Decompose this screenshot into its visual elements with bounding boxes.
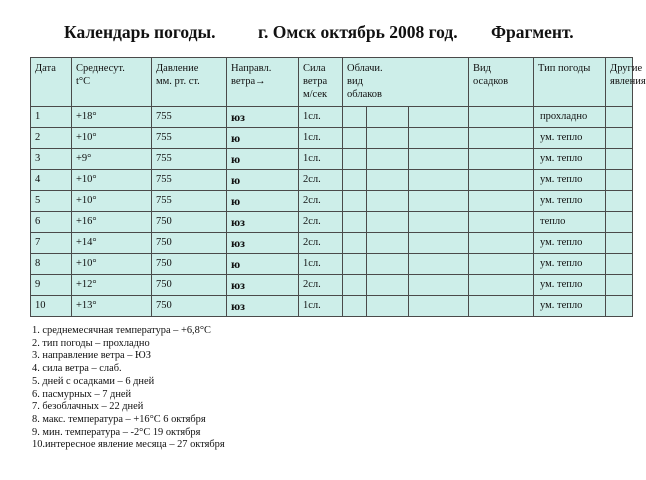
cell-cloud-extra: [409, 170, 469, 191]
cell-pressure: 750: [152, 275, 227, 296]
cell-other-phenomena: [606, 212, 633, 233]
table-row: [31, 254, 633, 275]
cell-precipitation: [469, 254, 534, 275]
cell-other-phenomena: [606, 149, 633, 170]
header-line: явления: [610, 76, 646, 87]
cell-precipitation: [469, 191, 534, 212]
cell-date: 2: [31, 128, 72, 149]
table-row: [31, 212, 633, 233]
cell-cloud-extra: [409, 128, 469, 149]
cell-precipitation: [469, 233, 534, 254]
header-other-phenomena: [606, 58, 646, 107]
header-line: Сила: [303, 63, 326, 74]
cell-wind-force: 1сл.: [299, 107, 343, 128]
cell-pressure: 750: [152, 296, 227, 317]
cell-weather-type: ум. тепло: [534, 275, 606, 296]
cell-cloud-type: [367, 149, 409, 170]
table-row: [31, 170, 633, 191]
header-cloudiness: [343, 58, 469, 107]
cell-cloudiness: [343, 149, 367, 170]
header-line: ветра→: [231, 76, 266, 87]
page-title: [0, 22, 640, 46]
cell-weather-type: ум. тепло: [534, 233, 606, 254]
header-line: Давление: [156, 63, 199, 74]
header-line: Дата: [35, 63, 56, 74]
cell-cloudiness: [343, 170, 367, 191]
cell-precipitation: [469, 128, 534, 149]
note-item: 8. макс. температура – +16°С 6 октября: [32, 413, 206, 425]
cell-pressure: 755: [152, 107, 227, 128]
cell-weather-type: прохладно: [534, 107, 606, 128]
cell-wind-force: 2сл.: [299, 170, 343, 191]
cell-other-phenomena: [606, 128, 633, 149]
cell-temperature: +10°: [72, 170, 152, 191]
cell-cloud-type: [367, 296, 409, 317]
header-line: Облачи.: [347, 63, 383, 74]
header-weather-type: [534, 58, 606, 107]
cell-precipitation: [469, 296, 534, 317]
header-line: Среднесут.: [76, 63, 125, 74]
cell-temperature: +10°: [72, 128, 152, 149]
table-row: [31, 275, 633, 296]
cell-temperature: +10°: [72, 254, 152, 275]
cell-cloud-type: [367, 107, 409, 128]
cell-weather-type: ум. тепло: [534, 296, 606, 317]
cell-temperature: +16°: [72, 212, 152, 233]
note-item: 6. пасмурных – 7 дней: [32, 388, 132, 400]
cell-pressure: 755: [152, 191, 227, 212]
cell-cloud-extra: [409, 296, 469, 317]
note-item: 4. сила ветра – слаб.: [32, 363, 122, 375]
note-item: 2. тип погоды – прохладно: [32, 337, 150, 349]
cell-wind-force: 1сл.: [299, 254, 343, 275]
cell-cloudiness: [343, 275, 367, 296]
cell-temperature: +18°: [72, 107, 152, 128]
title-calendar: Календарь погоды.: [64, 22, 216, 42]
cell-cloud-type: [367, 191, 409, 212]
cell-date: 10: [31, 296, 72, 317]
cell-cloud-type: [367, 233, 409, 254]
title-fragment: Фрагмент.: [491, 22, 574, 42]
cell-weather-type: ум. тепло: [534, 254, 606, 275]
header-line: ветра: [303, 76, 328, 87]
header-temperature: [72, 58, 152, 107]
cell-precipitation: [469, 275, 534, 296]
cell-precipitation: [469, 170, 534, 191]
cell-weather-type: ум. тепло: [534, 128, 606, 149]
summary-notes: [32, 325, 632, 452]
note-item: 7. безоблачных – 22 дней: [32, 401, 144, 413]
table-row: [31, 107, 633, 128]
cell-cloudiness: [343, 296, 367, 317]
cell-weather-type: ум. тепло: [534, 170, 606, 191]
cell-temperature: +14°: [72, 233, 152, 254]
cell-cloudiness: [343, 254, 367, 275]
cell-precipitation: [469, 212, 534, 233]
cell-precipitation: [469, 149, 534, 170]
cell-other-phenomena: [606, 296, 633, 317]
cell-other-phenomena: [606, 254, 633, 275]
cell-cloud-type: [367, 212, 409, 233]
cell-weather-type: ум. тепло: [534, 149, 606, 170]
cell-date: 3: [31, 149, 72, 170]
cell-temperature: +13°: [72, 296, 152, 317]
cell-cloud-type: [367, 128, 409, 149]
header-line: осадков: [473, 76, 509, 87]
header-wind-force: [299, 58, 343, 107]
cell-cloudiness: [343, 107, 367, 128]
cell-cloud-extra: [409, 275, 469, 296]
cell-cloud-type: [367, 254, 409, 275]
cell-date: 9: [31, 275, 72, 296]
table-row: [31, 191, 633, 212]
cell-temperature: +9°: [72, 149, 152, 170]
note-item: 1. среднемесячная температура – +6,8°С: [32, 325, 211, 336]
cell-cloudiness: [343, 212, 367, 233]
cell-pressure: 755: [152, 149, 227, 170]
cell-wind-force: 2сл.: [299, 233, 343, 254]
cell-wind-direction: юз: [227, 296, 299, 317]
cell-pressure: 750: [152, 212, 227, 233]
header-line: Другие: [610, 63, 643, 74]
cell-wind-direction: юз: [227, 107, 299, 128]
cell-cloud-extra: [409, 191, 469, 212]
header-line: облаков: [347, 89, 383, 100]
cell-wind-direction: ю: [227, 170, 299, 191]
header-wind-direction: [227, 58, 299, 107]
cell-wind-force: 2сл.: [299, 275, 343, 296]
cell-cloud-type: [367, 275, 409, 296]
cell-other-phenomena: [606, 170, 633, 191]
cell-cloud-type: [367, 170, 409, 191]
cell-cloud-extra: [409, 149, 469, 170]
cell-weather-type: ум. тепло: [534, 191, 606, 212]
cell-wind-force: 1сл.: [299, 128, 343, 149]
cell-date: 7: [31, 233, 72, 254]
table-header-row: [31, 58, 633, 107]
weather-table: [30, 57, 646, 317]
cell-wind-direction: ю: [227, 149, 299, 170]
header-precipitation: [469, 58, 534, 107]
note-item: 9. мин. температура – -2°С 19 октября: [32, 426, 201, 438]
header-line: мм. рт. ст.: [156, 76, 200, 87]
cell-wind-force: 1сл.: [299, 149, 343, 170]
cell-date: 4: [31, 170, 72, 191]
cell-pressure: 755: [152, 128, 227, 149]
cell-other-phenomena: [606, 233, 633, 254]
header-line: t°С: [76, 76, 91, 87]
cell-wind-direction: ю: [227, 128, 299, 149]
cell-pressure: 750: [152, 233, 227, 254]
header-pressure: [152, 58, 227, 107]
note-item: 3. направление ветра – ЮЗ: [32, 350, 151, 362]
cell-pressure: 750: [152, 254, 227, 275]
table-row: [31, 233, 633, 254]
cell-temperature: +10°: [72, 191, 152, 212]
header-line: Направл.: [231, 63, 272, 74]
cell-other-phenomena: [606, 107, 633, 128]
cell-wind-direction: юз: [227, 233, 299, 254]
table-row: [31, 128, 633, 149]
cell-wind-force: 2сл.: [299, 212, 343, 233]
cell-wind-direction: ю: [227, 191, 299, 212]
title-city-date: г. Омск октябрь 2008 год.: [258, 22, 458, 42]
cell-wind-force: 1сл.: [299, 296, 343, 317]
table-row: [31, 149, 633, 170]
cell-wind-force: 2сл.: [299, 191, 343, 212]
cell-other-phenomena: [606, 191, 633, 212]
header-line: Вид: [473, 63, 491, 74]
cell-date: 8: [31, 254, 72, 275]
header-line: вид: [347, 76, 363, 87]
cell-wind-direction: юз: [227, 275, 299, 296]
header-line: м/сек: [303, 89, 328, 100]
note-item: 10.интересное явление месяца – 27 октября: [32, 439, 225, 451]
cell-weather-type: тепло: [534, 212, 606, 233]
note-item: 5. дней с осадками – 6 дней: [32, 375, 155, 387]
cell-cloud-extra: [409, 107, 469, 128]
cell-date: 1: [31, 107, 72, 128]
cell-cloudiness: [343, 191, 367, 212]
cell-cloud-extra: [409, 212, 469, 233]
cell-cloud-extra: [409, 254, 469, 275]
cell-date: 6: [31, 212, 72, 233]
cell-wind-direction: юз: [227, 212, 299, 233]
table-row: [31, 296, 633, 317]
cell-pressure: 755: [152, 170, 227, 191]
cell-precipitation: [469, 107, 534, 128]
cell-wind-direction: ю: [227, 254, 299, 275]
cell-cloudiness: [343, 233, 367, 254]
cell-cloud-extra: [409, 233, 469, 254]
cell-cloudiness: [343, 128, 367, 149]
header-line: Тип погоды: [538, 63, 591, 74]
cell-temperature: +12°: [72, 275, 152, 296]
header-date: [31, 58, 72, 107]
cell-other-phenomena: [606, 275, 633, 296]
cell-date: 5: [31, 191, 72, 212]
